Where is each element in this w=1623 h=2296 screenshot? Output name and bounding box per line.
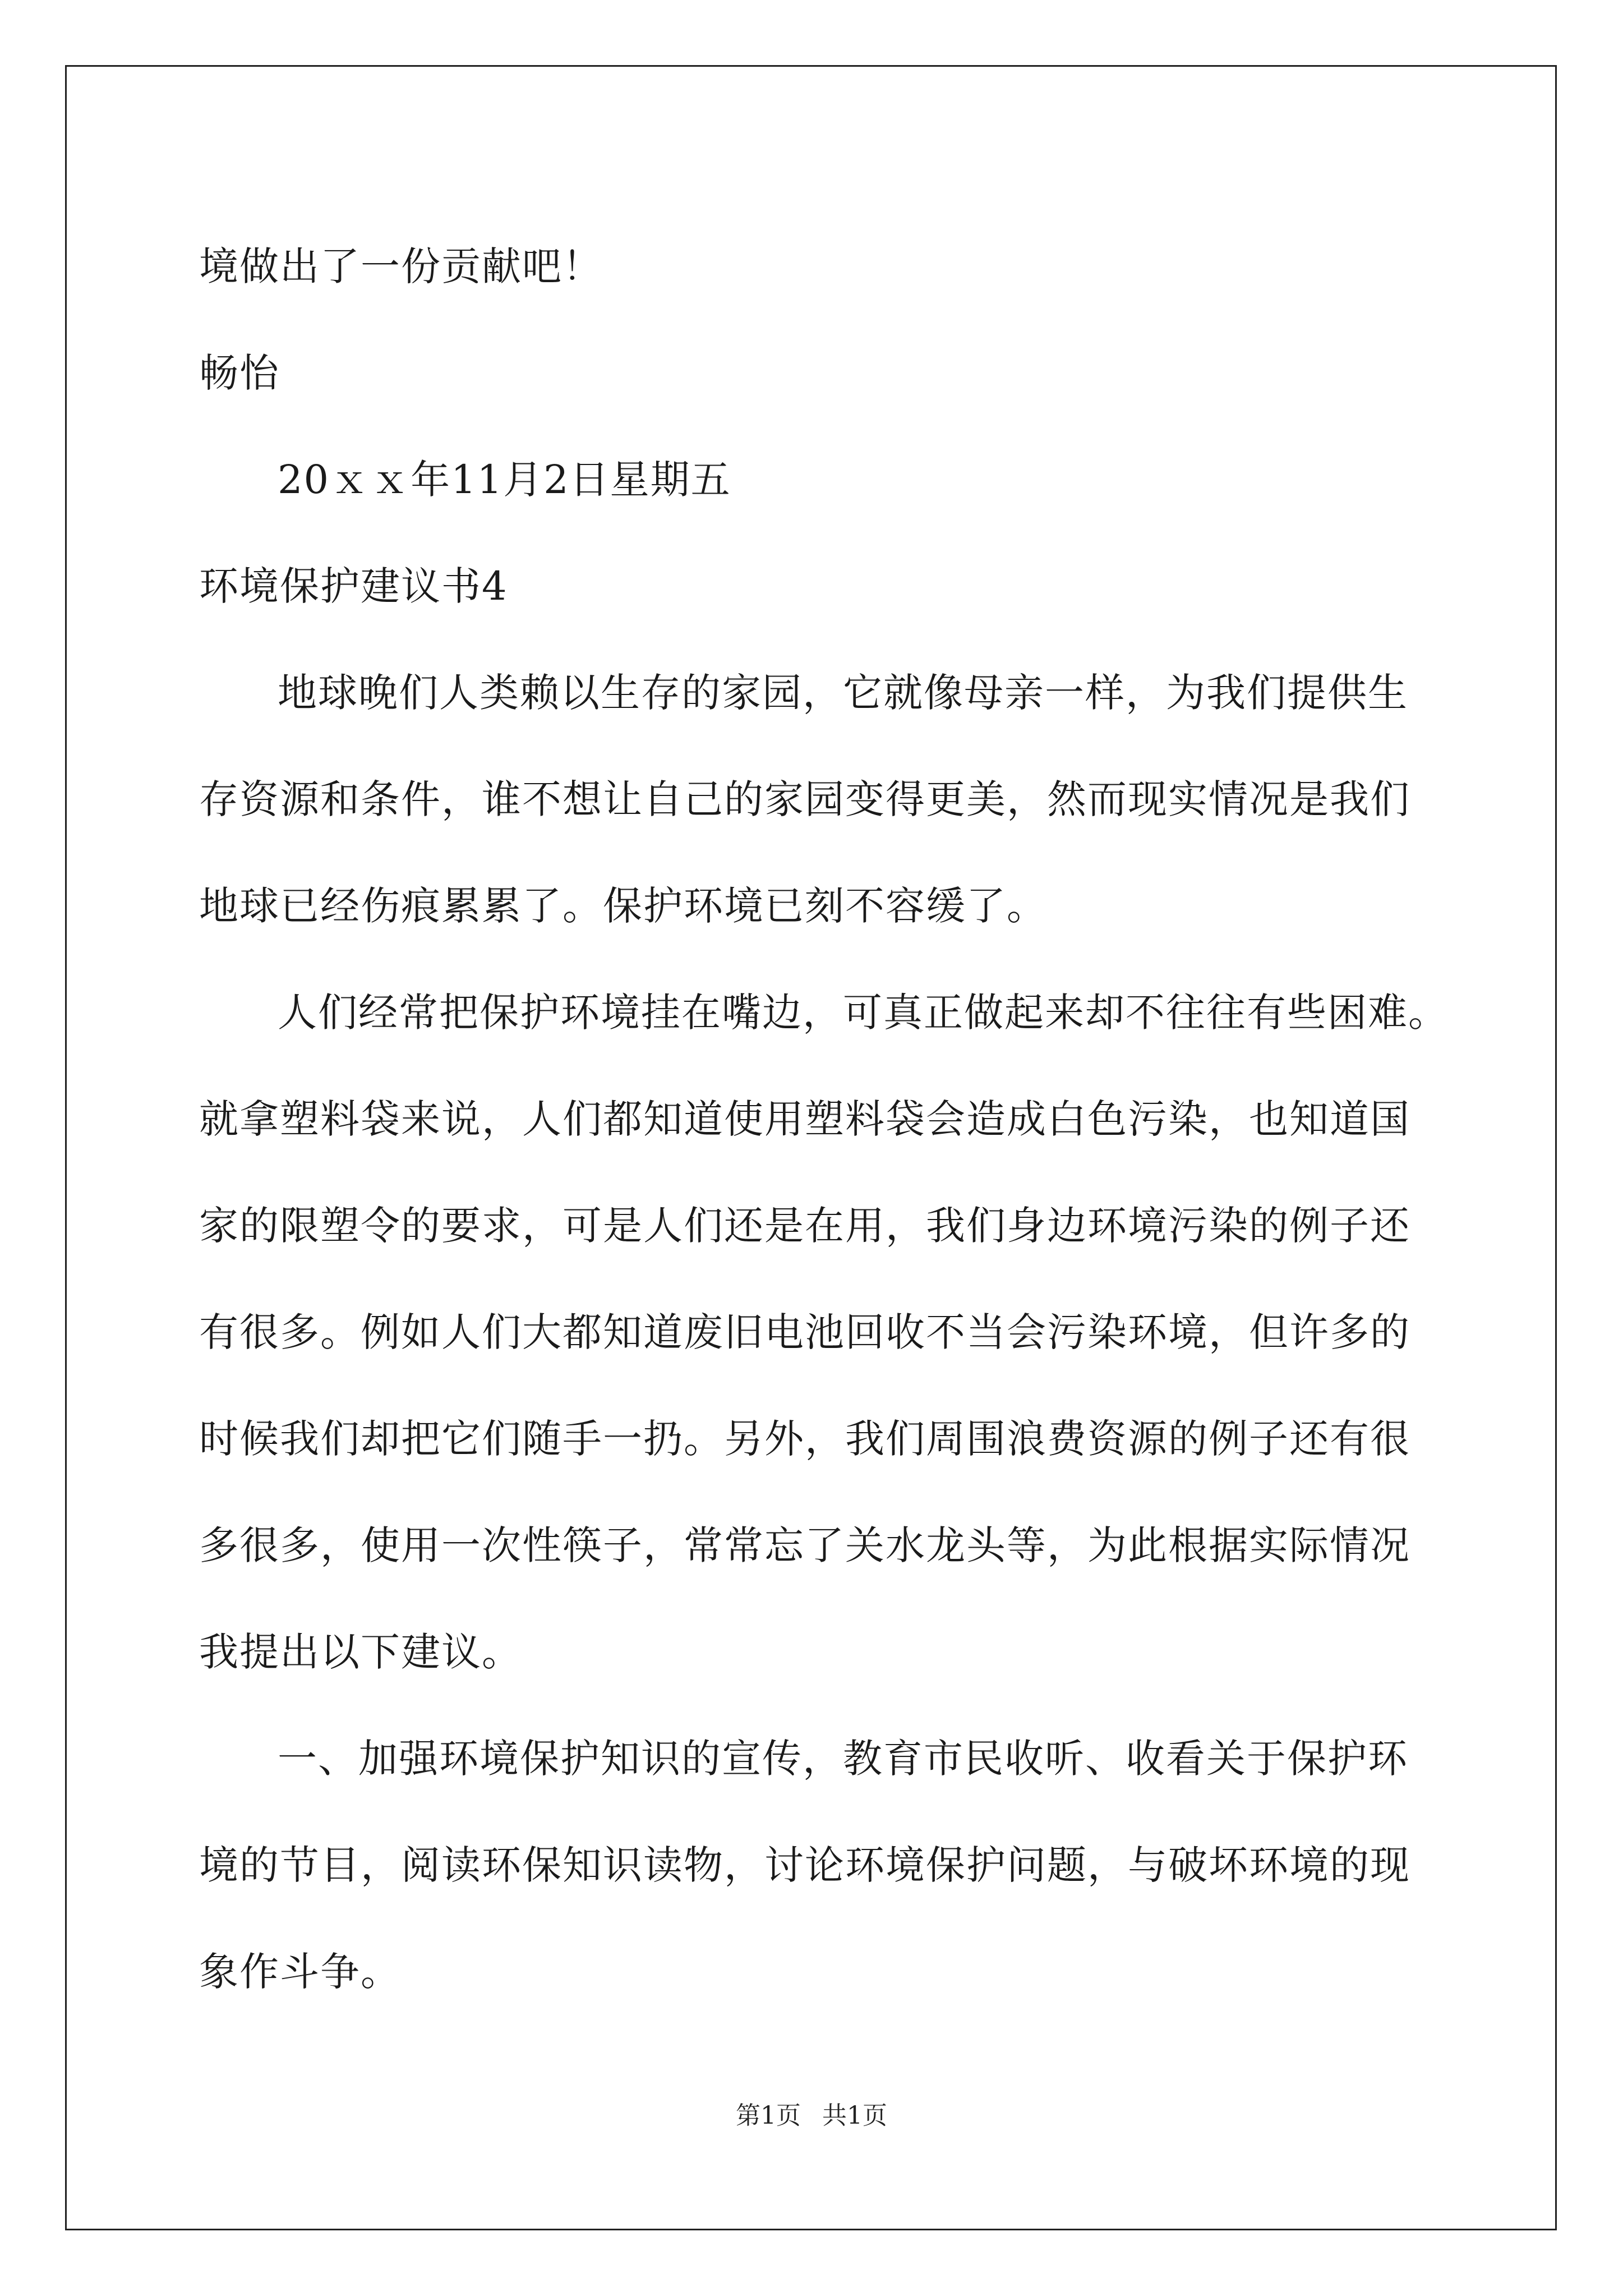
page-number-current: 第1页 [736, 2101, 801, 2130]
signature-date: 20ｘｘ年11月2日星期五 [278, 457, 731, 503]
section-title: 环境保护建议书4 [199, 563, 508, 609]
paragraph-line: 人们经常把保护环境挂在嘴边，可真正做起来却不往往有些困难。 [278, 990, 1449, 1036]
paragraph-line: 家的限塑令的要求，可是人们还是在用，我们身边环境污染的例子还 [199, 1203, 1410, 1249]
paragraph-line: 时候我们却把它们随手一扔。另外，我们周围浪费资源的例子还有很 [199, 1416, 1410, 1462]
paragraph-line: 境的节目，阅读环保知识读物，讨论环境保护问题，与破坏环境的现 [199, 1842, 1410, 1888]
text-line: 境做出了一份贡献吧！ [199, 243, 603, 289]
paragraph-line: 一、加强环境保护知识的宣传，教育市民收听、收看关于保护环 [278, 1736, 1408, 1782]
page-footer [0, 2099, 1623, 2133]
paragraph-line: 象作斗争。 [199, 1949, 401, 1995]
paragraph-line: 就拿塑料袋来说，人们都知道使用塑料袋会造成白色污染，也知道国 [199, 1096, 1410, 1142]
paragraph-line: 地球已经伤痕累累了。保护环境已刻不容缓了。 [199, 883, 1047, 929]
page-number-total: 共1页 [822, 2101, 887, 2130]
paragraph-line: 地球晚们人类赖以生存的家园，它就像母亲一样，为我们提供生 [278, 670, 1408, 716]
paragraph-line: 有很多。例如人们大都知道废旧电池回收不当会污染环境，但许多的 [199, 1309, 1410, 1355]
paragraph-line: 存资源和条件，谁不想让自己的家园变得更美，然而现实情况是我们 [199, 776, 1410, 822]
document-body [199, 213, 1450, 2025]
paragraph-line: 我提出以下建议。 [199, 1629, 522, 1675]
paragraph-line: 多很多，使用一次性筷子，常常忘了关水龙头等，为此根据实际情况 [199, 1522, 1410, 1568]
signature-name: 畅怡 [199, 350, 280, 396]
